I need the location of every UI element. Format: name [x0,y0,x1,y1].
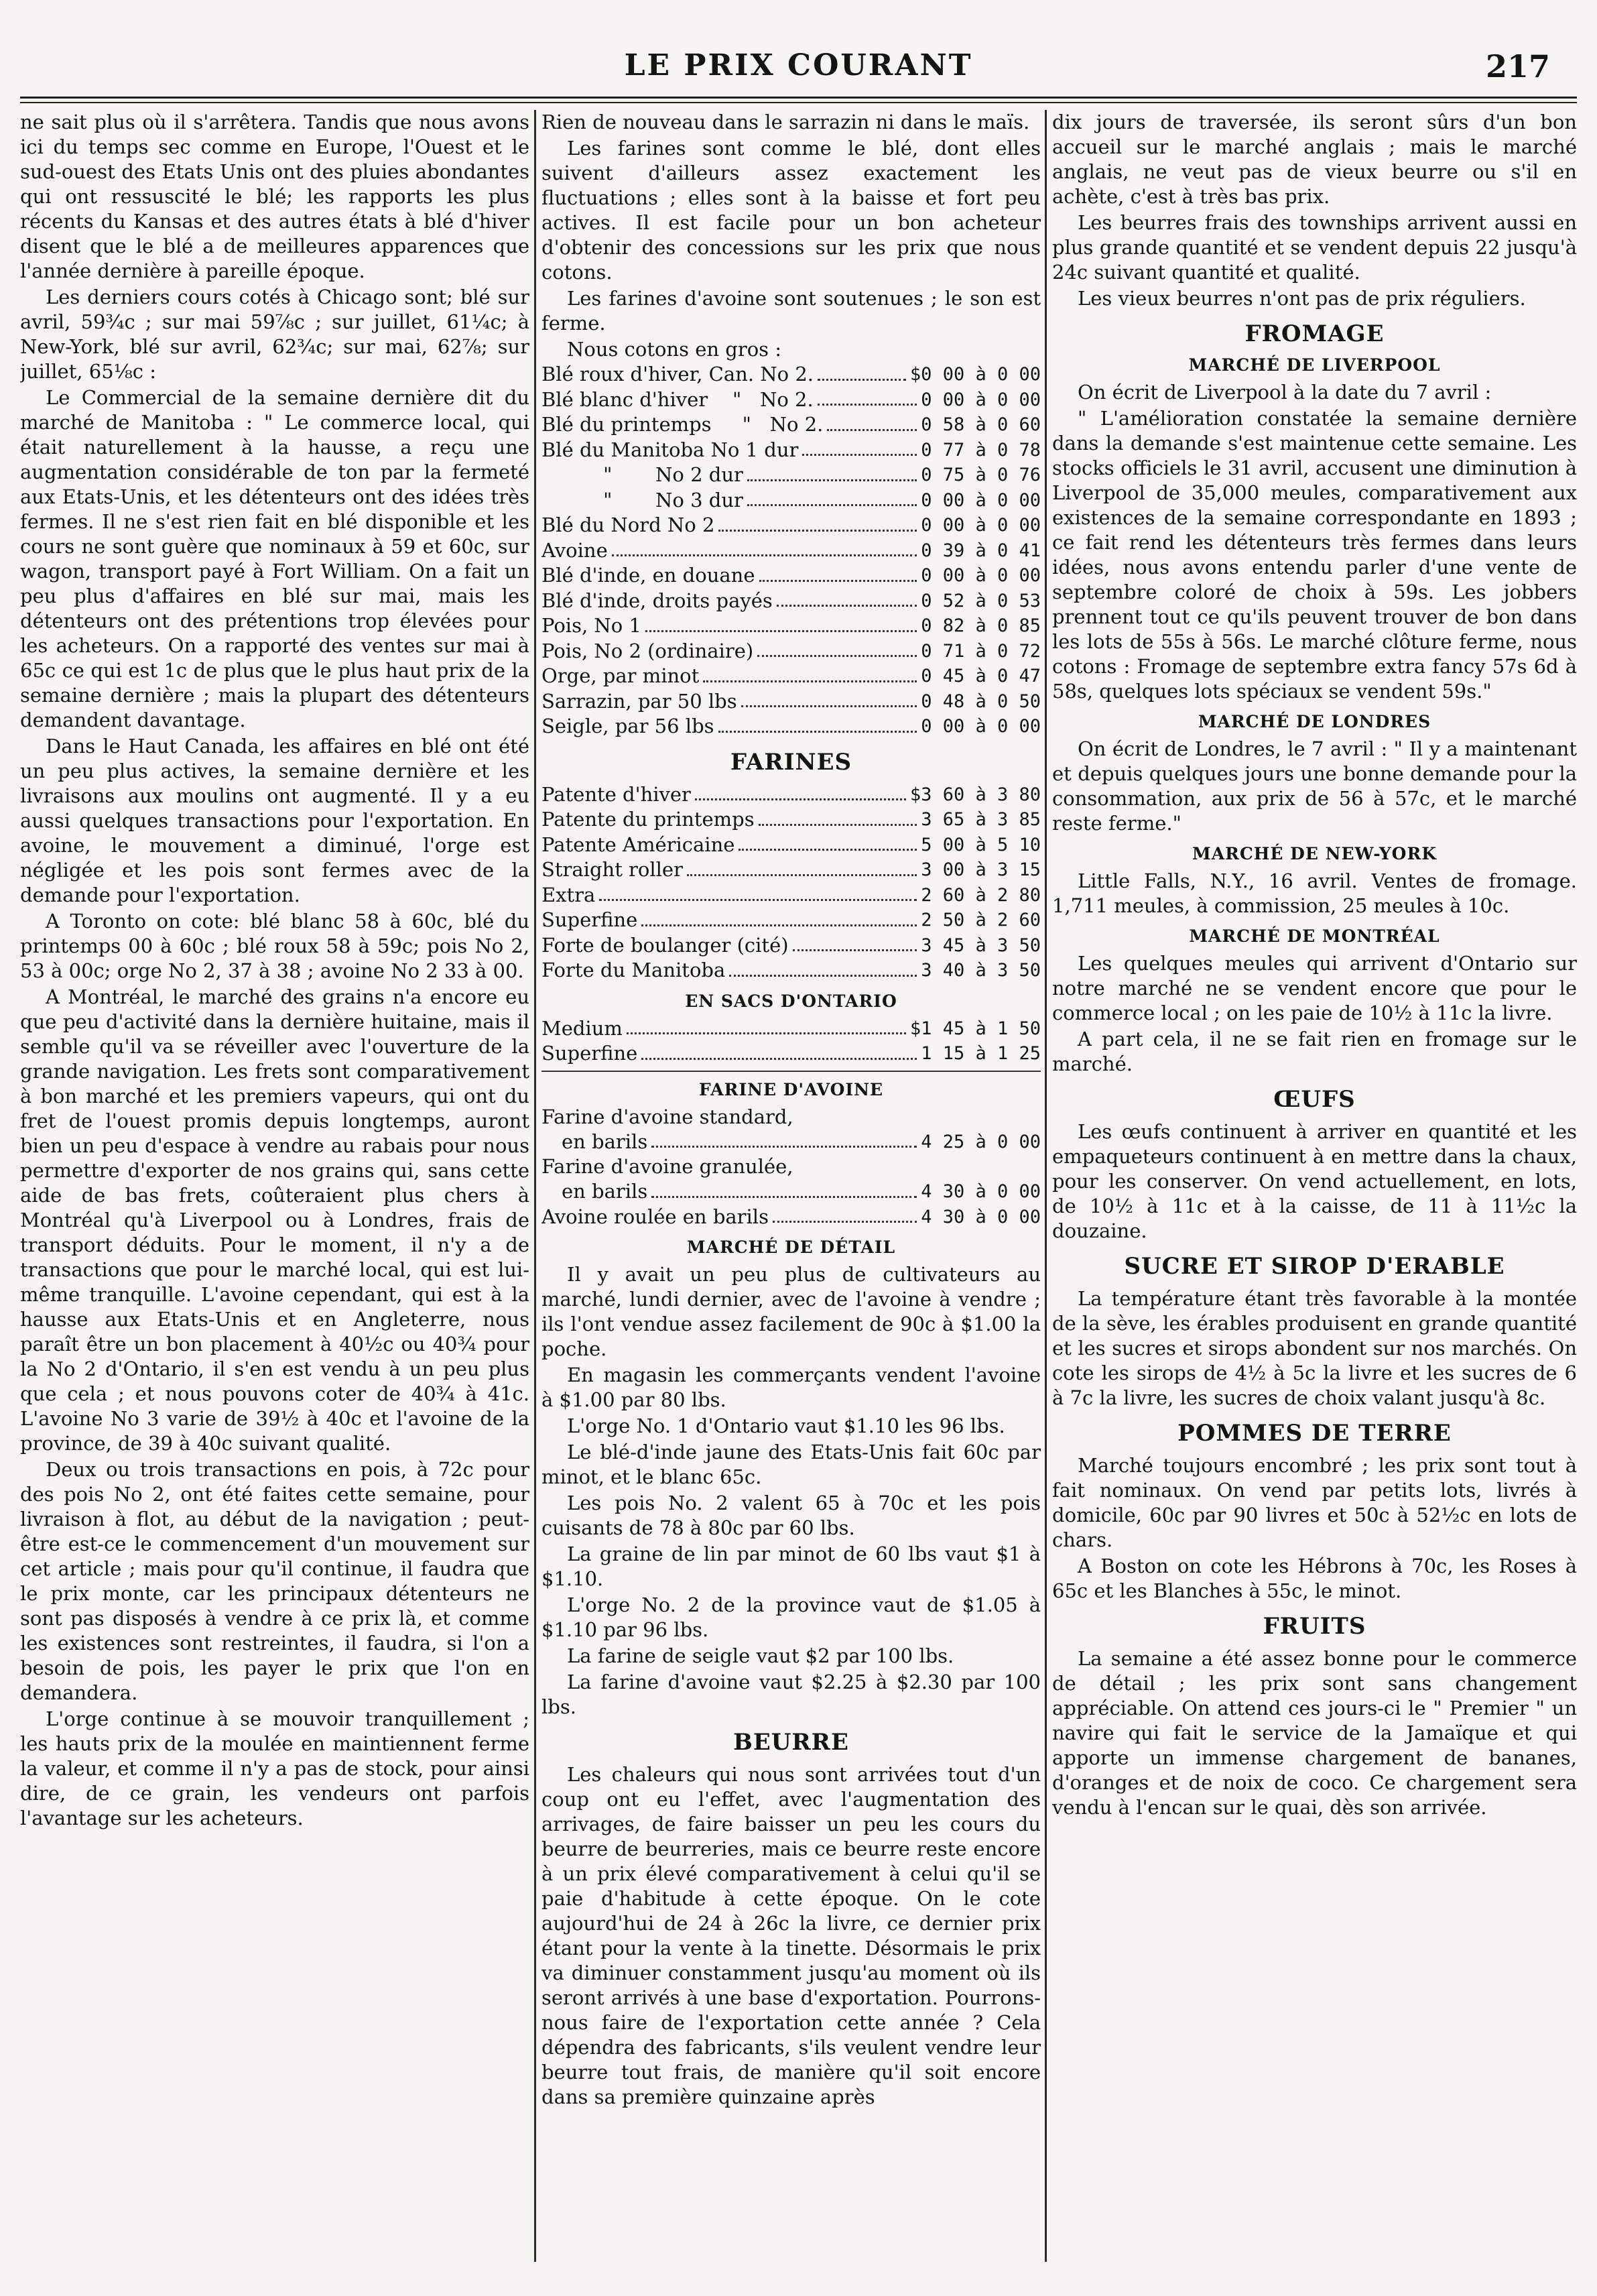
price-row-value: 0 71 à 0 72 [921,640,1041,662]
subsection-heading-avoine: FARINE D'AVOINE [698,1079,883,1099]
leader-dots [759,563,917,582]
subsection-heading-londres: MARCHÉ DE LONDRES [1198,712,1431,731]
price-row-value: 4 30 à 0 00 [921,1181,1041,1202]
page-title: LE PRIX COURANT [624,48,973,82]
article-paragraph: L'orge No. 1 d'Ontario vaut $1.10 les 96 lbs. [567,1414,1005,1437]
price-row-value: 4 25 à 0 00 [921,1131,1041,1152]
price-row-label: Sarrazin, par 50 lbs [541,689,737,713]
price-row [541,563,1041,589]
leader-dots [695,782,906,801]
oatmeal-price-list [541,1105,1041,1230]
article-paragraph: On écrit de Londres, le 7 avril : " Il y a maintenant et depuis quelques jours une bonne demande pour la consommation, aux prix de 56 à 57c, et le marché reste ferme." [1052,737,1577,835]
price-row [541,1130,1041,1155]
article-paragraph: On écrit de Liverpool à la date du 7 avril : [1078,381,1492,404]
price-row [541,782,1041,808]
price-row [541,538,1041,564]
page-header [0,39,1597,106]
price-row-value: 0 75 à 0 76 [921,465,1041,485]
price-row-value: 0 00 à 0 00 [921,515,1041,536]
subsection-heading-detail: MARCHÉ DE DÉTAIL [686,1237,896,1257]
price-row-value: 3 40 à 3 50 [921,960,1041,981]
price-row-value: $3 60 à 3 80 [909,784,1041,805]
price-row [541,908,1041,933]
price-row-value: 0 00 à 0 00 [921,716,1041,737]
section-rule [541,1071,1041,1072]
price-row-value: 0 48 à 0 50 [921,690,1041,712]
leader-dots [612,538,917,557]
price-row [541,387,1041,413]
section-heading-oeufs: ŒUFS [1273,1086,1356,1113]
price-row-value: 4 30 à 0 00 [921,1206,1041,1227]
price-row-label: Blé blanc d'hiver " No 2. [541,387,814,411]
article-paragraph: La farine d'avoine vaut $2.25 à $2.30 par 100 lbs. [541,1671,1041,1718]
article-paragraph: Rien de nouveau dans le sarrazin ni dans le maïs. [541,111,1030,133]
leader-dots [641,1041,917,1060]
leader-dots [827,412,917,431]
article-paragraph: Marché toujours encombré ; les prix sont tout à fait nominaux. On vend par petits lots, livrés à domicile, 60c par 90 livres et 50c à 52½c en lots de chars. [1052,1454,1577,1551]
price-row-value: $1 45 à 1 50 [909,1018,1041,1039]
leader-dots [773,1205,917,1223]
leader-dots [818,362,906,381]
article-paragraph: Les farines d'avoine sont soutenues ; le son est ferme. [541,287,1041,335]
price-row-value: 5 00 à 5 10 [921,834,1041,855]
price-row-label: Superfine [541,908,638,931]
article-paragraph: Le Commercial de la semaine dernière dit du marché de Manitoba : " Le commerce local, qui était naturellement à la hausse, a reçu une augmentation considérable de ton par la fermeté aux Etats-Unis, et les détenteurs ont des idées très fermes. Il ne s'est rien fait en blé disponible et les cours ne sont guère que nominaux à 59 et 60c, sur wagon, transport payé à Fort William. On a fait un peu plus d'affaires en blé sur mai, mais les détenteurs ont des prétentions trop élevées pour les acheteurs. On a rapporté des ventes sur mai à 65c ce qui est 1c de plus que le plus haut prix de la semaine dernière ; mais la plupart des détenteurs demandent davantage. [20,386,529,731]
leader-dots [818,387,917,406]
article-paragraph: Les chaleurs qui nous sont arrivées tout d'un coup ont eu l'effet, avec l'augmentation des arrivages, de faire baisser un peu les cours du beurre de beurreries, mais ce beurre reste encore à un prix élevé comparativement à celui qu'il se paie d'habitude à cette époque. On le cote aujourd'hui de 24 à 26c la livre, ce dernier prix étant pour la vente à la tinette. Désormais le prix va diminuer constamment jusqu'au moment où ils seront arrivés à une base d'exportation. Pourrons-nous faire de l'exportation cette année ? Cela dépendra des fabricants, s'ils veulent vendre leur beurre tout frais, de manière qu'il soit encore dans sa première quinzaine après [541,1763,1041,2108]
price-row-value: 3 45 à 3 50 [921,934,1041,956]
price-row-label: Seigle, par 56 lbs [541,715,714,737]
price-row-label: Medium [541,1016,623,1040]
price-row-value: 0 77 à 0 78 [921,439,1041,461]
price-row-label-line: Farine d'avoine granulée, [541,1155,793,1178]
leader-dots [739,833,917,851]
leader-dots [703,664,917,682]
subsection-heading-liverpool: MARCHÉ DE LIVERPOOL [1188,355,1441,375]
flour-price-list [541,782,1041,983]
subsection-heading-newyork: MARCHÉ DE NEW-YORK [1192,844,1437,863]
sacks-price-list [541,1016,1041,1067]
leader-dots [729,958,917,977]
price-row [541,1016,1041,1042]
article-paragraph: L'orge continue à se mouvoir tranquillement ; les hauts prix de la moulée en maintiennent ferme la valeur, et comme il n'y a pas de stock, pour ainsi dire, de ce grain, les vendeurs ont parfois l'avantage sur les acheteurs. [20,1707,529,1829]
article-paragraph: Les beurres frais des townships arrivent aussi en plus grande quantité et se vendent depuis 22 jusqu'à 24c suivant quantité et qualité. [1052,211,1577,284]
price-row-label: Avoine roulée en barils [541,1205,769,1228]
price-row [541,857,1041,883]
price-row-label: Straight roller [541,858,683,881]
price-row-label: Blé du Nord No 2 [541,513,715,536]
section-heading-fromage: FROMAGE [1244,320,1385,347]
price-row-label: Forte de boulanger (cité) [541,933,789,957]
price-row [541,833,1041,858]
article-paragraph: L'orge No. 2 de la province vaut de $1.05 à $1.10 par 96 lbs. [541,1593,1041,1641]
article-paragraph: dix jours de traversée, ils seront sûrs d'un bon accueil sur le marché anglais ; mais le marché anglais, ne veut pas de vieux beurre ou s'il en achète, c'est à très bas prix. [1052,111,1577,208]
article-paragraph: Il y avait un peu plus de cultivateurs au marché, lundi dernier, avec de l'avoine à vendre ; ils l'ont vendue assez facilement de 90c à $1.00 la poche. [541,1263,1041,1360]
article-paragraph: Les pois No. 2 valent 65 à 70c et les pois cuisants de 78 à 80c par 60 lbs. [541,1492,1041,1539]
price-row [541,613,1041,639]
price-row-value: 2 60 à 2 80 [921,884,1041,906]
price-row [541,958,1041,983]
price-row [541,362,1041,387]
grain-price-list [541,362,1041,739]
article-paragraph: Dans le Haut Canada, les affaires en blé ont été un peu plus actives, la semaine dernière et les livraisons aux moulins ont augmenté. Il y a eu aussi quelques transactions pour l'exportation. En avoine, le mouvement a diminué, l'orge est négligée et les pois sont fermes avec de la demande pour l'exportation. [20,735,529,906]
leader-dots [759,807,917,826]
price-row [541,883,1041,908]
header-rule-thin [20,102,1577,103]
article-paragraph: A Montréal, le marché des grains n'a encore eu que peu d'activité dans la dernière huitaine, mais il semble qu'il va se réveiller avec l'ouverture de la grande navigation. Les frets sont comparativement à bon marché et les premiers vapeurs, qui ont du fret de l'ouest promis depuis longtemps, auront bien un peu d'espace à vendre au rabais pour nous permettre d'exporter de nos grains qui, sans cette aide de bas frets, coûteraient plus chers à Montréal qu'à Liverpool ou à Londres, frais de transport déduits. Pour le moment, il n'y a de transactions que pour le marché local, qui est lui-même tranquille. L'avoine cependant, qui est à la hausse aux Etats-Unis et en Angleterre, nous paraît être un bon placement à 40½c ou 40¾ pour la No 2 d'Ontario, il s'en est vendu à un peu plus que cela ; et nous pouvons coter de 40¾ à 41c. L'avoine No 3 varie de 39½ à 40c et l'avoine de la province, de 39 à 40c suivant qualité. [20,985,529,1455]
price-row-label: Avoine [541,538,608,562]
price-row [541,664,1041,689]
price-row-label: Pois, No 1 [541,614,641,637]
price-row-value: 0 45 à 0 47 [921,666,1041,686]
column-1 [20,110,529,2269]
leader-dots [627,1016,906,1035]
leader-dots [793,933,917,952]
article-paragraph: Little Falls, N.Y., 16 avril. Ventes de fromage. 1,711 meules, à commission, 25 meules à 10c. [1052,869,1577,917]
section-heading-pommes: POMMES DE TERRE [1177,1420,1452,1447]
leader-dots [757,639,917,658]
article-paragraph: A Toronto on cote: blé blanc 58 à 60c, blé du printemps 00 à 60c ; blé roux 58 à 59c; pois No 2, 53 à 00c; orge No 2, 37 à 38 ; avoine No 2 33 à 00. [20,910,529,982]
price-row [541,639,1041,664]
article-paragraph: " L'amélioration constatée la semaine dernière dans la demande s'est maintenue cette semaine. Les stocks officiels le 31 avril, accusent une diminution à Liverpool de 35,000 meules, comparativement aux existences de la semaine correspondante en 1893 ; ce fait rend les détenteurs très fermes dans leurs idées, nous avons entendu parler d'une vente de septembre coloré de choix à 59s. Les jobbers prennent tout ce qu'ils peuvent trouver de bon dans les lots de 55s à 56s. Le marché clôture ferme, nous cotons : Fromage de septembre extra fancy 57s 6d à 58s, quelques lots spéciaux se vendent 59s." [1052,407,1577,703]
leader-dots [718,513,917,532]
price-row-value: 0 00 à 0 00 [921,389,1041,410]
price-row [541,513,1041,538]
leader-dots [747,488,917,507]
article-paragraph: Les œufs continuent à arriver en quantité et les empaqueteurs continuent à en mettre dans la chaux, pour les conserver. On vend actuellement, en lots, de 10½ à 11c et à la caisse, de 11 à 11½c la douzaine. [1052,1120,1577,1242]
price-row-value: $0 00 à 0 00 [909,364,1041,385]
article-paragraph: Deux ou trois transactions en pois, à 72c pour des pois No 2, ont été faites cette semaine, pour livraison à flot, au début de la navigation ; peut-être est-ce le commencement d'un mouvement sur cet article ; mais pour qu'il continue, il faudra que le prix monte, car les principaux détenteurs ne sont pas disposés à vendre à ce prix là, et comme les existences sont restreintes, il faudra, si l'on a besoin de pois, les payer le prix que l'on en demandera. [20,1458,529,1704]
price-row-value: 0 00 à 0 00 [921,565,1041,586]
price-row [541,438,1041,463]
price-row-label: Blé d'inde, droits payés [541,589,773,612]
leader-dots [641,908,917,926]
price-row [541,1205,1041,1230]
price-row-label: Blé du Manitoba No 1 dur [541,438,799,461]
price-row-label: Superfine [541,1042,638,1065]
leader-dots [651,1130,917,1148]
article-paragraph: ne sait plus où il s'arrêtera. Tandis que nous avons ici du temps sec comme en Europe, l'Ouest et le sud-ouest des Etats Unis ont des pluies abondantes qui ont ressuscité le blé; les rapports les plus récents du Kansas et des autres états à blé d'hiver disent que le blé a de meilleures apparences que l'année dernière à pareille époque. [20,111,529,282]
price-row-label: Blé roux d'hiver, Can. No 2. [541,363,814,385]
price-row-value: 3 65 à 3 85 [921,809,1041,830]
price-row-value: 0 58 à 0 60 [921,414,1041,435]
price-row [541,689,1041,715]
price-row [541,412,1041,438]
price-row-label: Patente Américaine [541,833,735,856]
price-row [541,488,1041,513]
article-paragraph: A part cela, il ne se fait rien en fromage sur le marché. [1052,1028,1577,1075]
price-row-value: 3 00 à 3 15 [921,859,1041,880]
leader-dots [599,883,917,902]
leader-dots [802,438,917,457]
price-row-value: 0 52 à 0 53 [921,590,1041,611]
price-row [541,933,1041,959]
price-row [541,1041,1041,1067]
price-row-label: Patente du printemps [541,808,755,831]
price-row-value: 0 82 à 0 85 [921,615,1041,636]
leader-dots [718,714,917,733]
price-row-label: Patente d'hiver [541,782,691,806]
leader-dots [747,463,917,481]
leader-dots [741,689,917,708]
header-rule [20,97,1577,99]
subsection-heading-montreal: MARCHÉ DE MONTRÉAL [1189,926,1440,946]
section-heading-farines: FARINES [730,748,852,776]
article-paragraph: A Boston on cote les Hébrons à 70c, les Roses à 65c et les Blanches à 55c, le minot. [1052,1555,1577,1602]
price-intro: Nous cotons en gros : [567,338,782,361]
leader-dots [651,1179,917,1198]
section-heading-beurre: BEURRE [733,1729,849,1756]
price-row-label: " No 3 dur [541,488,743,511]
price-row-value: 2 50 à 2 60 [921,910,1041,930]
article-paragraph: La semaine a été assez bonne pour le commerce de détail ; les prix sont sans changement appréciable. On attend ces jours-ci le " Premier " un navire qui fait le service de la Jamaïque et qui apporte un immense chargement de bananes, d'oranges et de noix de coco. Ce chargement sera vendu à l'encan sur le quai, dès son arrivée. [1052,1647,1577,1819]
price-row-label: Blé du printemps " No 2. [541,413,824,436]
price-row-value: 0 39 à 0 41 [921,540,1041,561]
price-row [541,463,1041,488]
article-paragraph: La température étant très favorable à la montée de la sève, les érables produisent en grande quantité et les sucres et sirops abondent sur nos marchés. On cote les sirops de 4½ à 5c la livre et les sucres de 6 à 7c la livre, les sucres de choix valant jusqu'à 8c. [1052,1287,1577,1409]
price-row [541,807,1041,833]
leader-dots [687,857,917,876]
article-paragraph: Les vieux beurres n'ont pas de prix réguliers. [1078,287,1526,310]
price-row [541,589,1041,614]
article-paragraph: Les derniers cours cotés à Chicago sont; blé sur avril, 59¾c ; sur mai 59⅞c ; sur juillet, 61¼c; à New-York, blé sur avril, 62¾c; sur mai, 62⅞; sur juillet, 65⅛c : [20,286,529,383]
article-paragraph: Le blé-d'inde jaune des Etats-Unis fait 60c par minot, et le blanc 65c. [541,1441,1041,1488]
column-divider [1045,110,1047,2262]
price-row-label: Extra [541,883,596,906]
column-divider [534,110,536,2262]
price-row-value: 1 15 à 1 25 [921,1043,1041,1064]
price-row-label: Pois, No 2 (ordinaire) [541,639,754,662]
section-heading-fruits: FRUITS [1263,1613,1366,1640]
price-row [541,1179,1041,1205]
article-paragraph: Les farines sont comme le blé, dont elles suivent d'ailleurs assez exactement les fluctuations ; elles sont à la baisse et fort peu actives. Il est facile pour un bon acheteur d'obtenir des concessions sur les prix que nous cotons. [541,137,1041,284]
price-row-label: " No 2 dur [541,463,743,486]
price-row-label: Forte du Manitoba [541,959,726,981]
article-paragraph: La farine de seigle vaut $2 par 100 lbs. [567,1644,954,1667]
price-row-label: en barils [562,1180,648,1203]
price-row-label: Orge, par minot [541,664,700,687]
page-number: 217 [1485,48,1550,84]
article-paragraph: En magasin les commerçants vendent l'avoine à $1.00 par 80 lbs. [541,1364,1041,1411]
price-row-label-line: Farine d'avoine standard, [541,1105,793,1128]
price-row [541,714,1041,739]
column-2 [541,110,1041,2269]
price-row-value: 0 00 à 0 00 [921,489,1041,511]
article-paragraph: Les quelques meules qui arrivent d'Ontario sur notre marché ne se vendent encore que pour le commerce local ; on les paie de 10½ à 11c la livre. [1052,952,1577,1024]
subsection-heading-sacs: EN SACS D'ONTARIO [685,991,897,1011]
leader-dots [777,589,917,607]
column-3 [1052,110,1577,2269]
section-heading-sucre: SUCRE ET SIROP D'ERABLE [1124,1253,1505,1280]
leader-dots [645,613,917,632]
article-paragraph: La graine de lin par minot de 60 lbs vaut $1 à $1.10. [541,1543,1041,1590]
price-row-label: en barils [562,1130,648,1153]
price-row-label: Blé d'inde, en douane [541,564,755,587]
